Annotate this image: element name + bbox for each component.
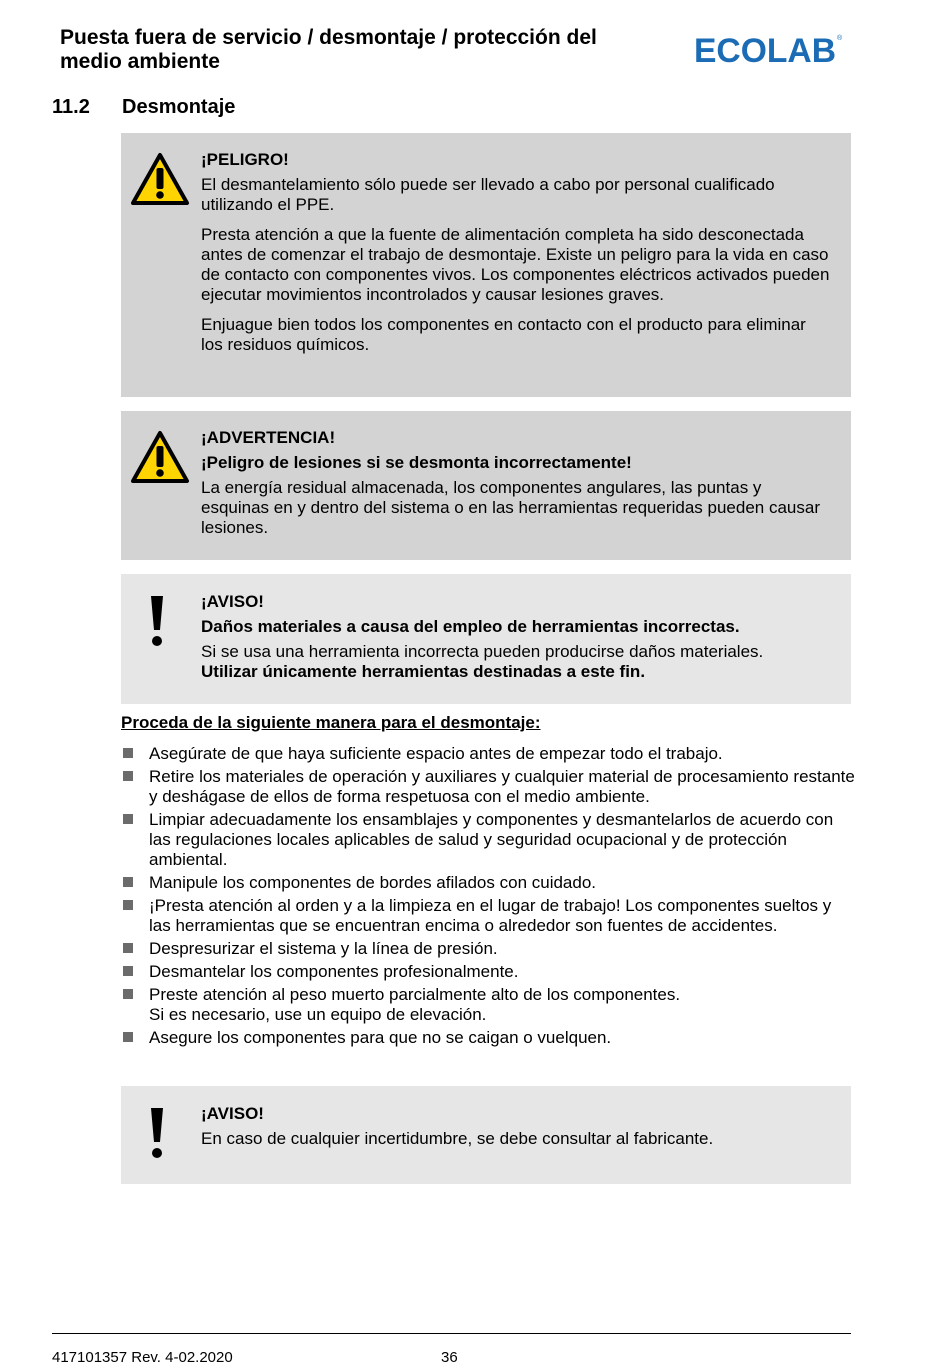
notice-label: ¡AVISO! <box>201 1104 264 1123</box>
list-item <box>121 939 856 959</box>
bullet-square-icon <box>123 943 133 953</box>
notice-text: En caso de cualquier incertidumbre, se debe consultar al fabricante. <box>201 1129 714 1148</box>
section-title: Desmontaje <box>122 96 236 118</box>
bullet-square-icon <box>123 877 133 887</box>
warning-triangle-icon <box>129 151 191 207</box>
procedure-title: Proceda de la siguiente manera para el desmontaje: <box>121 713 541 732</box>
list-item-text: Limpiar adecuadamente los ensamblajes y componentes y desmantelarlos de acuerdo con las regulaciones locales aplicables de salud y seguridad ocupacional y de protección ambiental. <box>149 810 834 869</box>
notice-emphasis: Utilizar únicamente herramientas destinadas a este fin. <box>201 662 646 681</box>
page-header-title: Puesta fuera de servicio / desmontaje / protección del medio ambiente <box>60 26 597 73</box>
svg-text:®: ® <box>837 35 843 42</box>
danger-text-2: Presta atención a que la fuente de alimentación completa ha sido desconectada antes de comenzar el trabajo de desmontaje. Existe un peligro para la vida en caso de contacto con componentes vivos. Los componentes eléctricos activados pueden ejecutar movimientos incontrolados y causar lesiones graves. <box>201 225 830 304</box>
list-item-text: ¡Presta atención al orden y a la limpieza en el lugar de trabajo! Los componentes sueltos y las herramientas que se encuentran encima o alrededor son fuentes de accidentes. <box>149 896 832 935</box>
bullet-square-icon <box>123 900 133 910</box>
list-item-text: Manipule los componentes de bordes afilados con cuidado. <box>149 873 597 892</box>
notice-headline: Daños materiales a causa del empleo de herramientas incorrectas. <box>201 617 740 636</box>
exclamation-icon <box>147 1106 167 1162</box>
danger-text-1: El desmantelamiento sólo puede ser llevado a cabo por personal cualificado utilizando el PPE. <box>201 175 775 214</box>
section-heading <box>52 96 235 119</box>
list-item <box>121 810 856 870</box>
danger-box <box>121 133 851 397</box>
ecolab-logo <box>694 30 844 68</box>
bullet-square-icon <box>123 1032 133 1042</box>
svg-text:ECOLAB: ECOLAB <box>694 32 836 68</box>
section-number: 11.2 <box>52 96 90 118</box>
list-item <box>121 767 856 807</box>
notice-label: ¡AVISO! <box>201 592 264 611</box>
list-item <box>121 896 856 936</box>
list-item-text: Retire los materiales de operación y auxiliares y cualquier material de procesamiento restante y deshágase de ellos de forma respetuosa con el medio ambiente. <box>149 767 855 806</box>
warning-text: La energía residual almacenada, los componentes angulares, las puntas y esquinas en y dentro del sistema o en las herramientas requeridas pueden causar lesiones. <box>201 478 820 537</box>
exclamation-icon <box>147 594 167 650</box>
notice-text <box>201 642 831 682</box>
notice-box <box>121 574 851 704</box>
list-item <box>121 962 856 982</box>
bullet-square-icon <box>123 748 133 758</box>
list-item-text: Desmantelar los componentes profesionalmente. <box>149 962 519 981</box>
warning-box <box>121 411 851 560</box>
list-item <box>121 985 856 1025</box>
bullet-square-icon <box>123 989 133 999</box>
list-item <box>121 1028 856 1048</box>
bullet-square-icon <box>123 771 133 781</box>
list-item-text: Despresurizar el sistema y la línea de presión. <box>149 939 498 958</box>
bullet-square-icon <box>123 966 133 976</box>
footer-document-number: 417101357 Rev. 4-02.2020 <box>52 1349 233 1366</box>
list-item-text: Preste atención al peso muerto parcialmente alto de los componentes. <box>149 985 681 1004</box>
notice-text-line: Si se usa una herramienta incorrecta pueden producirse daños materiales. <box>201 642 764 661</box>
list-item <box>121 873 856 893</box>
warning-triangle-icon <box>129 429 191 485</box>
warning-headline: ¡Peligro de lesiones si se desmonta incorrectamente! <box>201 453 632 472</box>
danger-label: ¡PELIGRO! <box>201 150 289 169</box>
list-item <box>121 744 856 764</box>
list-item-text: Asegúrate de que haya suficiente espacio antes de empezar todo el trabajo. <box>149 744 723 763</box>
bullet-square-icon <box>123 814 133 824</box>
warning-label: ¡ADVERTENCIA! <box>201 428 336 447</box>
footer-page-number: 36 <box>441 1349 458 1366</box>
danger-text-3: Enjuague bien todos los componentes en contacto con el producto para eliminar los residuos químicos. <box>201 315 806 354</box>
notice-box-2 <box>121 1086 851 1184</box>
footer-divider <box>52 1333 851 1334</box>
list-item-text-line2: Si es necesario, use un equipo de elevación. <box>149 1005 487 1024</box>
procedure-list <box>121 744 856 1051</box>
list-item-text: Asegure los componentes para que no se caigan o vuelquen. <box>149 1028 612 1047</box>
